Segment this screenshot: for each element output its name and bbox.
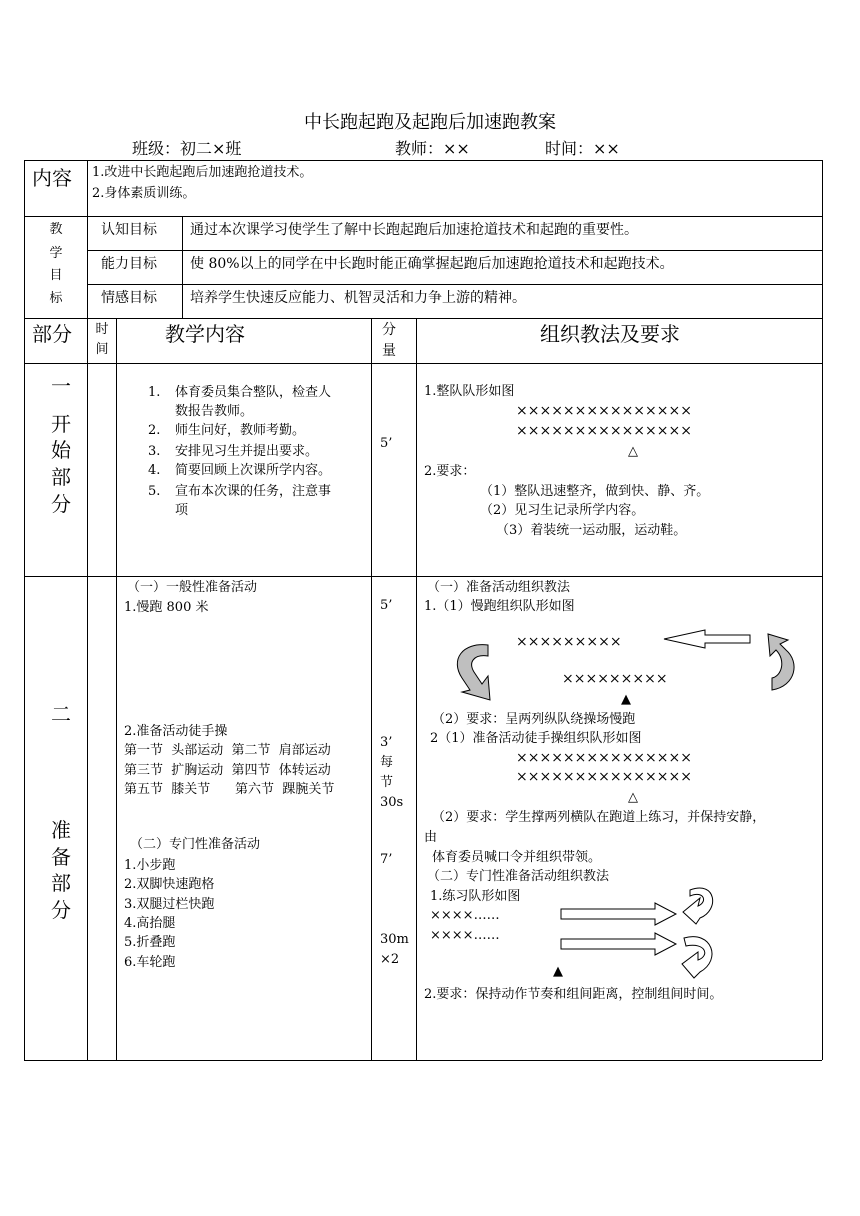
goal-name-emotion: 情感目标: [101, 290, 157, 306]
content-line-2: 2.身体素质训练。: [92, 186, 196, 201]
curved-arrow-right-icon: [768, 634, 794, 690]
time-label: 时间：××: [545, 139, 620, 158]
curved-arrow-left-icon: [457, 645, 490, 700]
class-label: 班级：初二×班: [132, 139, 242, 158]
header-method: 组织教法及要求: [540, 322, 680, 346]
header-time-2: 间: [95, 342, 109, 357]
goal-name-ability: 能力目标: [101, 256, 157, 272]
right-arrow-icon: [561, 903, 676, 955]
header-part: 部分: [32, 322, 72, 346]
header-teach: 教学内容: [165, 322, 245, 346]
goal-text-emotion: 培养学生快速反应能力、机智灵活和力争上游的精神。: [190, 290, 526, 306]
header-amount-2: 量: [382, 343, 396, 359]
content-label: 内容: [32, 166, 72, 190]
goal-name-cognitive: 认知目标: [101, 222, 157, 238]
header-amount-1: 分: [382, 322, 396, 338]
page-title: 中长跑起跑及起跑后加速跑教案: [304, 112, 556, 133]
left-arrow-icon: [664, 630, 750, 648]
content-line-1: 1.改进中长跑起跑后加速跑抢道技术。: [92, 165, 313, 180]
goal-text-ability: 使 80%以上的同学在中长跑时能正确掌握起跑后加速跑抢道技术和起跑技术。: [190, 256, 674, 272]
header-time-1: 时: [95, 322, 109, 337]
return-arrow-icon: [682, 888, 713, 978]
section1-amount: 5’: [380, 436, 393, 451]
teacher-label: 教师：××: [395, 139, 470, 158]
goal-text-cognitive: 通过本次课学习使学生了解中长跑起跑后加速抢道技术和起跑的重要性。: [190, 222, 638, 238]
